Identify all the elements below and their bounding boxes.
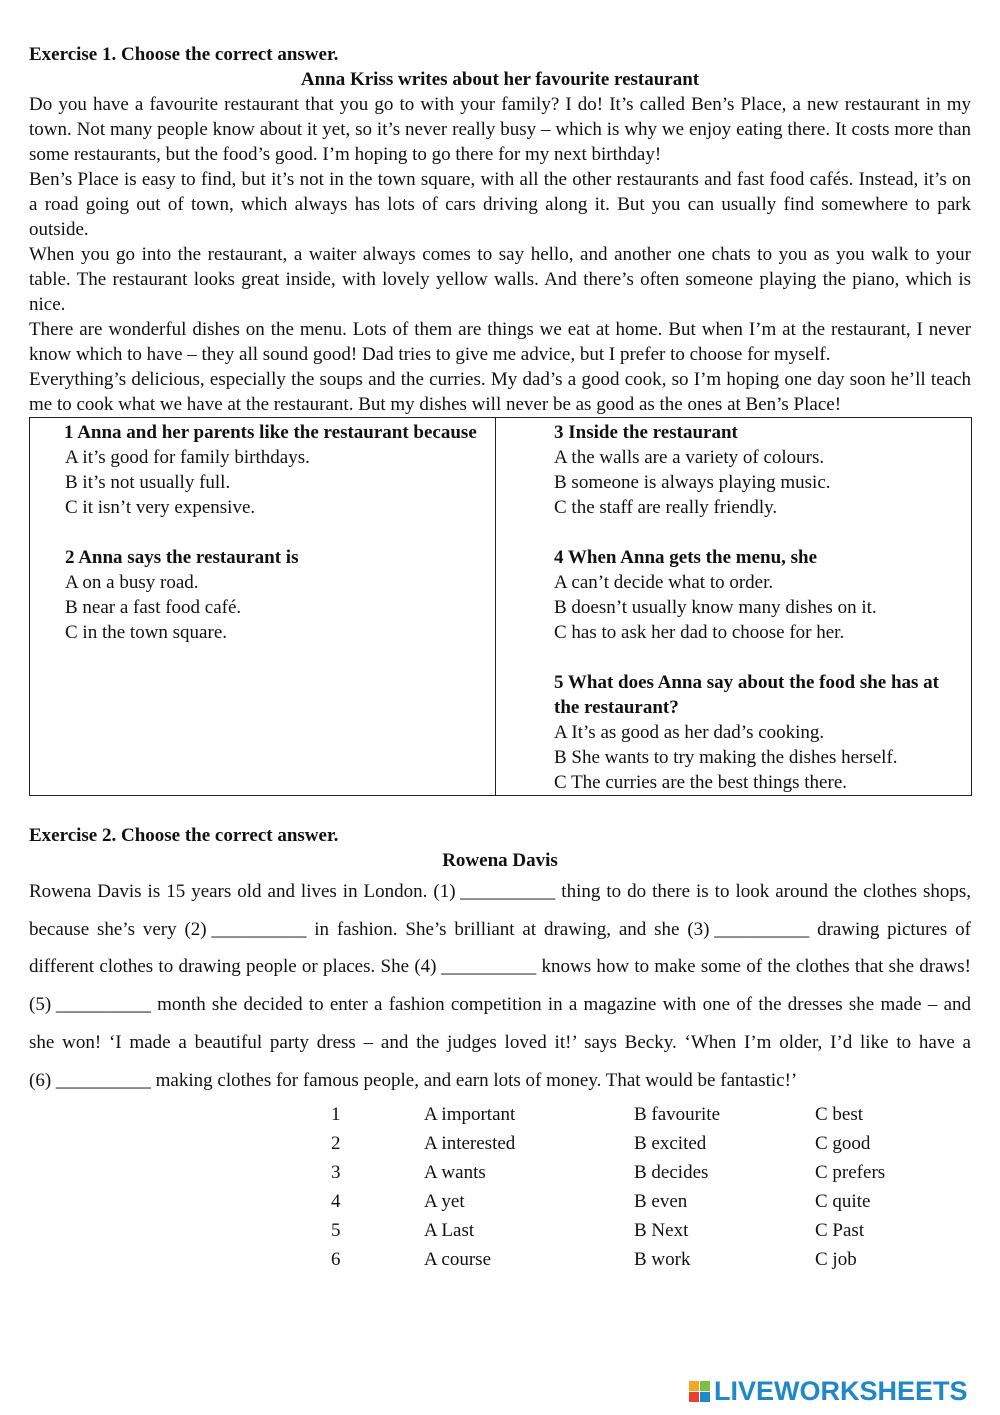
- passage-text: in fashion. She’s brilliant at drawing, and she: [306, 918, 688, 940]
- option-number: 3: [331, 1162, 341, 1184]
- option-b[interactable]: B favourite: [634, 1104, 721, 1126]
- worksheet-page: [29, 38, 971, 1274]
- option-b[interactable]: B near a fast food café.: [65, 597, 242, 618]
- option-c[interactable]: C quite: [815, 1191, 871, 1213]
- option-number: 4: [331, 1191, 341, 1213]
- option-b[interactable]: B Next: [634, 1220, 689, 1242]
- option-a[interactable]: A wants: [424, 1162, 486, 1184]
- option-a[interactable]: A can’t decide what to order.: [554, 572, 774, 593]
- option-a[interactable]: A on a busy road.: [65, 572, 199, 593]
- exercise2-passage: [29, 873, 971, 1099]
- passage-text: making clothes for famous people, and earn lots of money. That would be fantastic!’: [150, 1069, 798, 1091]
- option-a[interactable]: A important: [424, 1104, 516, 1126]
- option-b[interactable]: B work: [634, 1249, 691, 1271]
- option-a[interactable]: A course: [424, 1249, 492, 1271]
- option-a[interactable]: A it’s good for family birthdays.: [65, 447, 310, 468]
- logo-text: LIVEWORKSHEETS: [714, 1375, 968, 1406]
- exercise1-heading: Exercise 1. Choose the correct answer.: [29, 44, 339, 65]
- option-a[interactable]: A It’s as good as her dad’s cooking.: [554, 722, 825, 743]
- exercise1-title: Anna Kriss writes about her favourite restaurant: [300, 69, 700, 90]
- exercise1-paragraph: Do you have a favourite restaurant that you go to with your family? I do! It’s called Ben’s Place, a new restaurant in my town. Not many people know about it yet, so it’s never really busy – which is why we enjoy eating there. It costs more than some restaurants, but the food’s good. I’m hoping to go there for my next birthday!: [29, 94, 971, 165]
- option-number: 1: [331, 1104, 341, 1126]
- option-a[interactable]: A Last: [424, 1220, 475, 1242]
- option-c[interactable]: C the staff are really friendly.: [554, 497, 778, 518]
- question-1: [65, 420, 485, 520]
- question-text: 1 Anna and her parents like the restaurant because: [64, 422, 477, 443]
- passage-text: Rowena Davis is 15 years old and lives in London.: [29, 881, 434, 902]
- option-b[interactable]: B doesn’t usually know many dishes on it.: [554, 597, 877, 618]
- exercise1-paragraph: Ben’s Place is easy to find, but it’s not in the town square, with all the other restaurants and fast food cafés. Instead, it’s on a road going out of town, which always has lots of cars driving along it. But you can usually find somewhere to park outside.: [29, 169, 971, 240]
- passage-text: drawing pictures of different clothes to drawing people or places. She: [29, 918, 972, 978]
- option-a[interactable]: A the walls are a variety of colours.: [554, 447, 825, 468]
- option-c[interactable]: C Past: [815, 1220, 865, 1242]
- option-b[interactable]: B it’s not usually full.: [65, 472, 231, 493]
- options-row: [331, 1216, 971, 1245]
- option-c[interactable]: C in the town square.: [65, 622, 228, 643]
- questions-right-column: [496, 418, 972, 796]
- exercise2-heading: Exercise 2. Choose the correct answer.: [29, 825, 339, 846]
- gap-6[interactable]: (6) __________: [29, 1069, 151, 1091]
- passage-text: month she decided to enter a fashion competition in a magazine with one of the dresses she made – and she won! ‘I made a beautiful party dress – and the judges loved it!’ says Becky. ‘When I’m older, I’d like to have a: [29, 994, 971, 1053]
- gap-4[interactable]: (4) __________: [414, 956, 537, 978]
- options-row: [331, 1245, 971, 1274]
- option-b[interactable]: B excited: [634, 1133, 707, 1155]
- options-row: [331, 1187, 971, 1216]
- question-2: [65, 545, 485, 645]
- exercise1-paragraph: When you go into the restaurant, a waiter always comes to say hello, and another one chats to you as you walk to your table. The restaurant looks great inside, with lovely yellow walls. And there’s often someone playing the piano, which is nice.: [29, 244, 971, 315]
- passage-text: knows how to make some of the clothes that she draws!: [536, 956, 971, 978]
- exercise1-paragraph: There are wonderful dishes on the menu. Lots of them are things we eat at home. But when I’m at the restaurant, I never know which to have – they all sound good! Dad tries to give me advice, but I prefer to choose for myself.: [29, 319, 971, 365]
- option-a[interactable]: A yet: [424, 1191, 465, 1213]
- option-b[interactable]: B someone is always playing music.: [554, 472, 831, 493]
- question-text: 2 Anna says the restaurant is: [65, 547, 299, 568]
- question-text: 5 What does Anna say about the food she has at the restaurant?: [554, 672, 940, 718]
- questions-table: [29, 417, 972, 796]
- option-b[interactable]: B decides: [634, 1162, 709, 1184]
- options-grid: [331, 1100, 971, 1274]
- option-c[interactable]: C prefers: [815, 1162, 886, 1184]
- passage-text: thing to do there is to look around the clothes shops, because she’s very: [29, 881, 971, 940]
- gap-1[interactable]: (1) __________: [433, 881, 556, 902]
- option-c[interactable]: C best: [815, 1104, 864, 1126]
- option-c[interactable]: C job: [815, 1249, 857, 1271]
- option-c[interactable]: C The curries are the best things there.: [554, 772, 847, 793]
- gap-2[interactable]: (2) __________: [184, 918, 307, 940]
- option-a[interactable]: A interested: [424, 1133, 516, 1155]
- gap-3[interactable]: (3) __________: [687, 918, 810, 940]
- option-c[interactable]: C it isn’t very expensive.: [65, 497, 256, 518]
- option-number: 5: [331, 1220, 341, 1242]
- option-c[interactable]: C good: [815, 1133, 871, 1155]
- option-number: 2: [331, 1133, 341, 1155]
- option-b[interactable]: B She wants to try making the dishes herself.: [554, 747, 898, 768]
- gap-5[interactable]: (5) __________: [29, 994, 151, 1016]
- question-4: [554, 545, 961, 645]
- exercise1-paragraph: Everything’s delicious, especially the soups and the curries. My dad’s a good cook, so I’m hoping one day soon he’ll teach me to cook what we have at the restaurant. But my dishes will never be as good as the ones at Ben’s Place!: [29, 369, 971, 415]
- question-text: 3 Inside the restaurant: [554, 422, 738, 443]
- question-text: 4 When Anna gets the menu, she: [554, 547, 818, 568]
- exercise2-title: Rowena Davis: [442, 850, 558, 871]
- option-b[interactable]: B even: [634, 1191, 688, 1213]
- question-5: [554, 670, 961, 795]
- option-c[interactable]: C has to ask her dad to choose for her.: [554, 622, 845, 643]
- logo-grid-icon: [689, 1381, 710, 1402]
- question-3: [554, 420, 961, 520]
- options-row: [331, 1129, 971, 1158]
- questions-left-column: [30, 418, 496, 796]
- option-number: 6: [331, 1249, 341, 1271]
- liveworksheets-logo[interactable]: [689, 1376, 968, 1406]
- options-row: [331, 1100, 971, 1129]
- options-row: [331, 1158, 971, 1187]
